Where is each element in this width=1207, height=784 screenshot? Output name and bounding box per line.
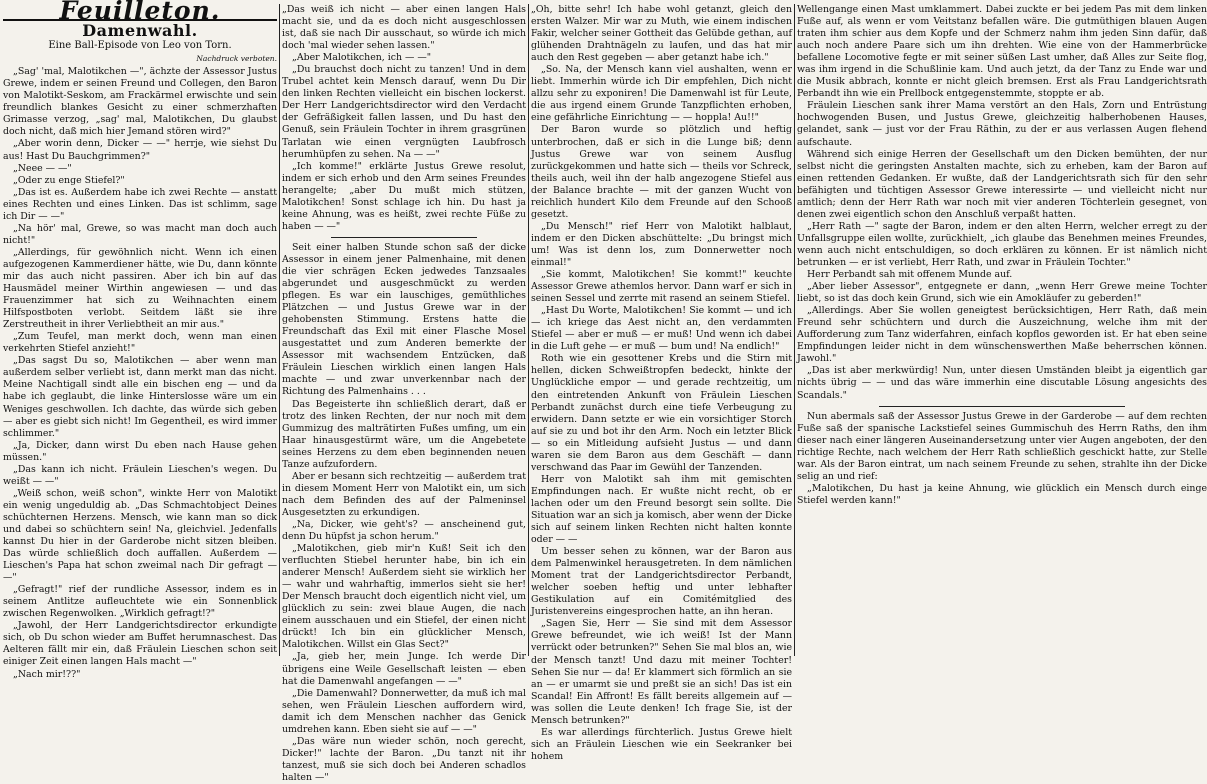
column-3 <box>531 4 792 762</box>
paragraph: Fräulein Lieschen sank ihrer Mama verstört an den Hals, Zorn und Entrüstung hochwogenden Busen, und Justus Grewe, gleichzeitig halberhobenen Hauses, gelandet, sank — just vor der Frau Räthin, zu der er aus verlassen Augen flehend aufschaute. <box>797 100 1207 148</box>
paragraph: „Herr Rath —" sagte der Baron, indem er den alten Herrn, welcher erregt zu der Unfallsgruppe eilen wollte, zurückhielt, „ich glaube das Benehmen meines Freundes, wenn auch nicht entschuldigen, so doch erklären zu können. Er ist nämlich nicht betrunken — er ist verliebt, Herr Rath, und zwar in Fräulein Tochter." <box>797 220 1207 268</box>
paragraph: „Ja, gieb her, mein Junge. Ich werde Dir übrigens eine Weile Gesellschaft leisten — eben hat die Damenwahl angefangen — —" <box>282 651 526 687</box>
paragraph: „Sie kommt, Malotikchen! Sie kommt!" keuchte Assessor Grewe athemlos hervor. Dann warf er sich in seinen Sessel und zerrte mit rasend an seinem Stiefel. <box>531 269 792 305</box>
paragraph: „Allerdings. Aber Sie wollen geneigtest berücksichtigen, Herr Rath, daß mein Freund sehr schüchtern und durch die Auszeichnung, welche ihm mit der Aufforderung zum Tanz widerfahren, einfach kopflos geworden ist. Er hat eben seine Empfindungen leider nicht in dem wünschenswerthen Maße beherrschen können. Jawohl." <box>797 305 1207 365</box>
paragraph: „Das kann ich nicht. Fräulein Lieschen's wegen. Du weißt — —" <box>3 463 277 487</box>
paragraph: „Aber worin denn, Dicker — —" herrje, wie siehst Du aus! Hast Du Bauchgrimmen?" <box>3 138 277 162</box>
paragraph: „Ja, Dicker, dann wirst Du eben nach Hause gehen müssen." <box>3 439 277 463</box>
paragraph: „Das ist es. Außerdem habe ich zwei Rechte — anstatt eines Rechten und eines Linken. Das ist schlimm, sage ich Dir — —" <box>3 186 277 222</box>
paragraph: Während sich einige Herren der Gesellschaft um den Dicken bemühten, der nur selbst nicht die geringsten Anstalten machte, sich zu erheben, kam der Baron auf einen rettenden Gedanken. Er wußte, daß der Landgerichtsrath sich für den sehr befähigten und tüchtigen Assessor Grewe interessirte — und vielleicht nicht nur amtlich; denn der Herr Rath war noch mit vier anderen Töchterlein gesegnet, von denen zwei eigentlich schon den Anschluß verpaßt hatten. <box>797 148 1207 220</box>
paragraph: „Das ist aber merkwürdig! Nun, unter diesen Umständen bleibt ja eigentlich gar nichts übrig — — und das wäre immerhin eine discutable Lösung angesichts des Scandals." <box>797 365 1207 401</box>
story-subtitle: Eine Ball-Episode von Leo von Torn. <box>48 40 232 52</box>
paragraph: „Na hör' mal, Grewe, so was macht man doch auch nicht!" <box>3 222 277 246</box>
paragraph: „Das wäre nun wieder schön, noch gerecht, Dicker!" lachte der Baron. „Du tanzt nit ihr tanzest, muß sie sich doch bei Anderen schadlos halten —" <box>282 735 526 783</box>
paragraph: Herr Perbandt sah mit offenem Munde auf. <box>807 269 1013 281</box>
paragraph: Um besser sehen zu können, war der Baron aus dem Palmenwinkel herausgetreten. In dem nämlichen Moment trat der Landgerichtsdirector Perbandt, welcher soeben heftig und unter lebhafter Gestikulation auf ein Comitémitglied des Juristenvereins eingesprochen hatte, an ihn heran. <box>531 546 792 618</box>
paragraph: „Jawohl, der Herr Landgerichtsdirector erkundigte sich, ob Du schon wieder am Buffet herumnaschest. Das Aelteren fällt mir ein, daß Fräulein Lieschen schon seit einiger Zeit einen langen Hals macht —" <box>3 620 277 668</box>
story-title: Damenwahl. <box>82 21 198 41</box>
paragraph: „Sagen Sie, Herr — Sie sind mit dem Assessor Grewe befreundet, wie ich weiß! Ist der Mann verrückt oder betrunken?" Sehen Sie mal blos an, wie der Mensch tanzt! Und dazu mit meiner Tochter! Sehen Sie nur — da! Er klammert sich förmlich an sie an — er umarmt sie und preßt sie an sich! Das ist ein Scandal! Ein Affront! Es fällt bereits allgemein auf — was sollen die Leute denken! Ich frage Sie, ist der Mensch betrunken?" <box>531 618 792 726</box>
paragraph: „Das weiß ich nicht — aber einen langen Hals macht sie, und da es doch nicht ausgeschlossen ist, daß sie nach Dir ausschaut, so würde ich mich doch 'mal wieder sehen lassen." <box>282 4 526 52</box>
paragraph: Es war allerdings fürchterlich. Justus Grewe hielt sich an Fräulein Lieschen wie ein Seekranker bei hohem <box>531 726 792 762</box>
column-4 <box>797 4 1207 656</box>
paragraph: „Du Mensch!" rief Herr von Malotikt halblaut, indem er den Dicken abschüttelte: „Du bringst mich um! Was ist denn los, zum Donnerwetter noch einmal!" <box>531 220 792 268</box>
section-title: Feuilleton. <box>59 0 221 25</box>
column-rule <box>279 4 280 656</box>
paragraph: „Du brauchst doch nicht zu tanzen! Und in dem Trubel achtet kein Mensch darauf, wenn Du Dir den linken Rechten vielleicht ein bischen lockerst. Der Herr Landgerichtsdirector wird den Verdacht der Gefräßigkeit fallen lassen, und Du hast den Genuß, sein Fräulein Tochter in ihrem grasgrünen Tarlatan wie einen vergnügten Laubfrosch herumhüpfen zu sehen. Na — —" <box>282 64 526 160</box>
column-2 <box>282 4 526 783</box>
column-rule <box>528 4 529 656</box>
paragraph: „Das sagst Du so, Malotikchen — aber wenn man außerdem selber verliebt ist, dann merkt man das nicht. Meine Nachtigall sindt alle ein bischen eng — und da habe ich geglaubt, die linke Hinterslosse wäre um ein Weniges geschwollen. Ich dachte, das würde sich geben — aber es giebt sich nicht! Im Gegentheil, es wird immer schlimmer." <box>3 355 277 439</box>
paragraph: Roth wie ein gesottener Krebs und die Stirn mit hellen, dicken Schweißtropfen bedeckt, hinkte der Unglückliche empor — und gerade rechtzeitig, um den eintretenden Ankunft von Fräulein Lieschen Perbandt zunächst durch eine tiefe Verbeugung zu erwidern. Dann setzte er wie ein vorsichtiger Storch auf sie zu und bot ihr den Arm. Noch ein letzter Blick — so ein Mitleidung aufsieht Justus — und dann waren sie dem Baron aus dem Geschäft — dann verschwand das Paar im Gewühl der Tanzenden. <box>531 353 792 473</box>
paragraph: „Hast Du Worte, Malotikchen! Sie kommt — und ich — ich kriege das Aest nicht an, den verdammten Stiefel — aber er muß — er muß! Und wenn ich dabei in die Luft gehe — er muß — bum und! Na endlich!" <box>531 305 792 353</box>
paragraph: „Malotikchen, gieb mir'n Kuß! Seit ich den verfluchten Stiebel herunter habe, bin ich ein anderer Mensch! Außerdem sieht sie wirklich her — wahr und wahrhaftig, immerlos sieht sie her! Der Mensch braucht doch eigentlich nicht viel, um glücklich zu sein: zwei blaue Augen, die nach einem ausschauen und ein Stiefel, der einen nicht drückt! Ich bin ein glücklicher Mensch, Malotikchen. Willst ein Glas Sect?" <box>282 543 526 651</box>
paragraph: „Oh, bitte sehr! Ich habe wohl getanzt, gleich den ersten Walzer. Mir war zu Muth, wie einem indischen Fakir, welcher seiner Gottheit das Gelübde gethan, auf glühenden Drahtnägeln zu laufen, und das hat mir auch den Rest gegeben — aber getanzt habe ich." <box>531 4 792 64</box>
paragraph: „Na, Dicker, wie geht's? — anscheinend gut, denn Du hüpfst ja schon herum." <box>282 518 526 543</box>
paragraph: „Aber lieber Assessor", entgegnete er dann, „wenn Herr Grewe meine Tochter liebt, so ist das doch kein Grund, sich wie ein Amokläufer zu geberden!" <box>797 281 1207 305</box>
paragraph: „Die Damenwahl? Donnerwetter, da muß ich mal sehen, wen Fräulein Lieschen auffordern wird, damit ich dem Menschen nachher das Genick umdrehen kann. Eben sieht sie auf — —" <box>282 687 526 735</box>
paragraph: „Ich komme!" erklärte Justus Grewe resolut, indem er sich erhob und den Arm seines Freundes herangelte; „aber Du mußt mich stützen, Malotikchen! Sonst schlage ich hin. Du hast ja keine Ahnung, was es heißt, zwei rechte Füße zu haben — —" <box>282 160 526 232</box>
paragraph: Nun abermals saß der Assessor Justus Grewe in der Garderobe — auf dem rechten Fuße saß der spanische Lackstiefel seines Gummischuh des Herrn Raths, den ihm dieser nach einer längeren Auseinandersetzung unter vier Augen angeboten, der den richtige Rechte, nach welchem der Herr Rath schließlich geschickt hatte, zur Stelle war. Als der Baron eintrat, um nach seinem Freunde zu sehen, strahlte ihn der Dicke selig an und rief: <box>797 410 1207 482</box>
paragraph: „Allerdings, für gewöhnlich nicht. Wenn ich einen aufgezogenen Kammerdiener hätte, wie Du, dann könnte mir das auch nicht passiren. Aber ich bin auf das Hausmädel meiner Wirthin angewiesen — und das Frauenzimmer hat sich zu Weihnachten einem Hilfspostboten verlobt. Seitdem läßt sie ihre Zerstreutheit in ihrer Verliebtheit an mir aus." <box>3 246 277 331</box>
paragraph: Das Begeisterte ihn schließlich derart, daß er trotz des linken Rechten, der nur noch mit dem Gummizug des malträtirten Fußes umfing, um ein Haar hinausgestürmt wäre, um die Angebetete seines Herzens zu dem eben beginnenden neuen Tanze aufzufordern. <box>282 398 526 470</box>
paragraph: „Neee — —" <box>13 162 72 174</box>
paragraph: „Oder zu enge Stiefel?" <box>13 174 125 186</box>
paragraph: „So. Na, der Mensch kann viel aushalten, wenn er liebt. Immerhin würde ich Dir empfehlen, Dich nicht allzu sehr zu exponiren! Die Damenwahl ist für Leute, die aus irgend einem Grunde Tanzpflichten erhoben, eine gefährliche Einrichtung — — hoppla! Au!!" <box>531 64 792 124</box>
paragraph: „Zum Teufel, man merkt doch, wenn man einen verkehrten Stiefel anzieht!" <box>3 331 277 355</box>
section-separator <box>879 406 1125 407</box>
section-separator <box>331 237 477 238</box>
paragraph: Wellengange einen Mast umklammert. Dabei zuckte er bei jedem Pas mit dem linken Fuße auf, als wenn er vom Veitstanz befallen wäre. Die gutmüthigen blauen Augen traten ihm schier aus dem Kopfe und der Schmerz nahm ihm jeden Sinn dafür, daß auch noch andere Paare sich um ihn drehten. Wie eine von der Hammerbrücke befallene Locomotive fegte er mit seiner süßen Last umher, daß Alles zur Seite flog, was ihm irgend in die Schußlinie kam. Und auch jetzt, da der Tanz zu Ende war und die Musik abbrach, konnte er nicht gleich bremsen. Erst als Frau Landgerichtsrath Perbandt ihn wie ein Prellbock entgegenstemmte, stoppte er ab. <box>797 4 1207 100</box>
reprint-notice: Nachdruck verboten. <box>196 54 277 64</box>
column-1 <box>3 0 277 680</box>
paragraph: „Sag' 'mal, Malotikchen —", ächzte der Assessor Justus Grewe, indem er seinen Freund und Collegen, den Baron von Malotikt-Seskom, am Frackärmel erwischte und sein freundlich blankes Gesicht zu einer schmerzhaften Grimasse verzog, „sag' mal, Malotikchen, Du glaubst doch nicht, daß mich hier Jemand stören wird?" <box>3 66 277 138</box>
paragraph: „Aber Malotikchen, ich — —" <box>292 52 432 64</box>
column-rule <box>794 4 795 656</box>
paragraph: Herr von Malotikt sah ihm mit gemischten Empfindungen nach. Er wußte nicht recht, ob er lachen oder um den Freund besorgt sein sollte. Die Situation war an sich ja komisch, aber wenn der Dicke sich auf seinem linken Rechten nicht halten konnte oder — — <box>531 473 792 546</box>
paragraph: „Malotikchen, Du hast ja keine Ahnung, wie glücklich ein Mensch durch einge Stiefel werden kann!" <box>797 482 1207 506</box>
paragraph: „Weiß schon, weiß schon", winkte Herr von Malotikt ein wenig ungeduldig ab. „Das Schmachtobject Deines schüchternen Herzens. Mensch, wie kann man so dick und dabei so schüchtern sein! Na, gleichviel. Jedenfalls kannst Du hier in der Garderobe nicht sitzen bleiben. Das würde schließlich doch auffallen. Außerdem — Lieschen's Papa hat schon zweimal nach Dir gefragt — —" <box>3 487 277 584</box>
paragraph: Der Baron wurde so plötzlich und heftig unterbrochen, daß er sich in die Lunge biß; denn Justus Grewe war von seinem Ausflug zurückgekommen und hatte sich — theils vor Schreck, theils auch, weil ihn der halb angezogene Stiefel aus der Balance brachte — mit der ganzen Wucht von reichlich hundert Kilo dem Freunde auf den Schooß gesetzt. <box>531 124 792 220</box>
paragraph: Aber er besann sich rechtzeitig — außerdem trat in diesem Moment Herr von Malotikt ein, um sich nach dem Befinden des auf der Palmeninsel Ausgesetzten zu erkundigen. <box>282 470 526 518</box>
paragraph: „Gefragt!" rief der rundliche Assessor, indem es in seinem Antlitze aufleuchtete wie ein Sonnenblick zwischen Regenwolken. „Wirklich gefragt!?" <box>3 584 277 620</box>
paragraph: Seit einer halben Stunde schon saß der dicke Assessor in einem jener Palmenhaine, mit denen die vier schrägen Ecken jedwedes Tanzsaales abgerundet und ausgeschmückt zu werden pflegen. Es war ein lauschiges, gemüthliches Plätzchen — und Justus Grewe war in der gehobensten Stimmung. Erstens hatte die Freundschaft das Exil mit einer Flasche Mosel ausgestattet und zum Anderen bemerkte der Assessor mit wachsendem Entzücken, daß Fräulein Lieschen wirklich einen langen Hals machte — und zwar unverkennbar nach der Richtung des Palmenhains . . . <box>282 241 526 398</box>
paragraph: „Nach mir!??" <box>13 668 81 680</box>
